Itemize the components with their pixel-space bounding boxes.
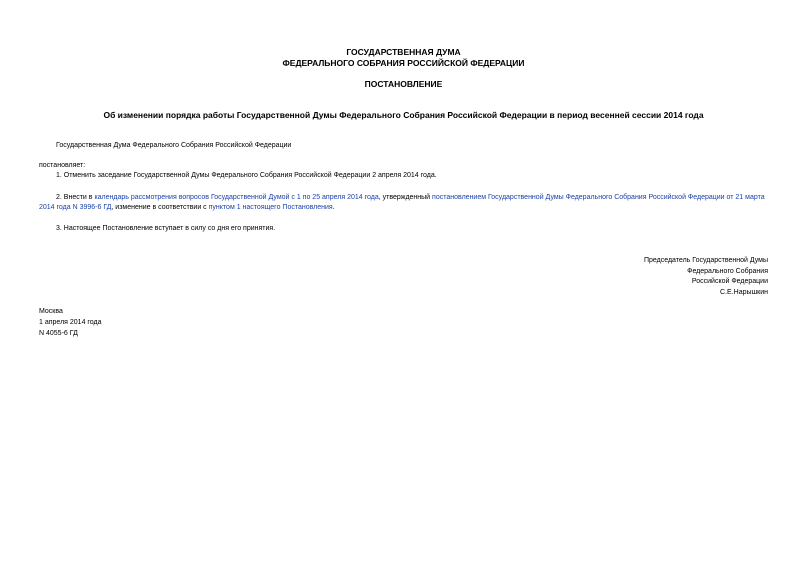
item-2-paragraph: [39, 193, 769, 213]
item-3-text: 3. Настоящее Постановление вступает в силу со дня его принятия.: [56, 225, 276, 232]
issuer-line-1: ГОСУДАРСТВЕННАЯ ДУМА: [346, 47, 461, 57]
item-2-text-part-1: 2. Внести в: [56, 194, 95, 201]
item-1-text: 1. Отменить заседание Государственной Думы Федерального Собрания Российской Федерации 2 апреля 2014 года.: [56, 172, 437, 179]
document-number: N 4055-6 ГД: [39, 330, 78, 337]
place-city: Москва: [39, 308, 63, 315]
document-title: Об изменении порядка работы Государственной Думы Федерального Собрания Российской Федерации в период весенней сессии 2014 года: [103, 110, 704, 120]
signature-line-1: Председатель Государственной Думы: [643, 257, 768, 264]
signature-line-3: Российской Федерации: [691, 278, 768, 285]
decides-text: постановляет:: [39, 162, 86, 169]
document-date: 1 апреля 2014 года: [39, 319, 102, 326]
place-date-block: [39, 306, 102, 339]
document-issuer: [0, 47, 807, 69]
resolution-link[interactable]: постановлением Государственной Думы Федерального Собрания Российской Федерации от 21 марта 2014 года N 3996-6 ГД: [39, 194, 765, 211]
document-type: ПОСТАНОВЛЕНИЕ: [364, 79, 443, 89]
clause-1-link[interactable]: пунктом 1 настоящего Постановления: [208, 204, 333, 211]
item-2-text-part-3: , изменение в соответствии с: [111, 204, 209, 211]
item-2-text-part-2: , утвержденный: [378, 194, 433, 201]
item-2-text-part-4: .: [332, 204, 335, 211]
signature-line-2: Федерального Собрания: [687, 267, 768, 275]
signature-block: [644, 256, 768, 298]
issuer-line-2: ФЕДЕРАЛЬНОГО СОБРАНИЯ РОССИЙСКОЙ ФЕДЕРАЦИИ: [282, 58, 525, 68]
preamble-text: Государственная Дума Федерального Собрания Российской Федерации: [56, 142, 292, 149]
calendar-link[interactable]: календарь рассмотрения вопросов Государственной Думой с 1 по 25 апреля 2014 года: [94, 194, 379, 201]
signature-line-4: С.Е.Нарышкин: [720, 288, 768, 296]
